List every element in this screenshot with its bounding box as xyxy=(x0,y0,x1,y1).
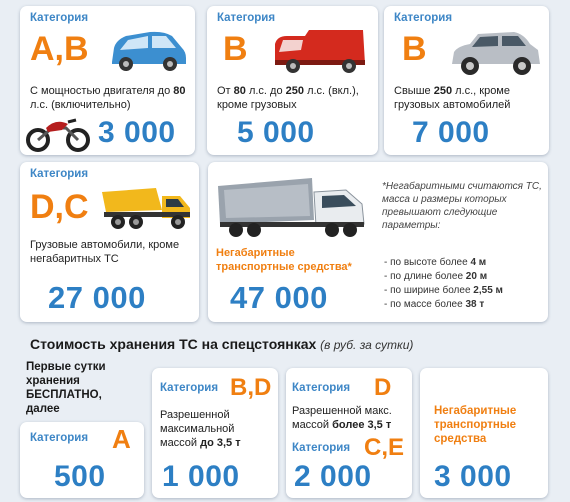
category-letters: B xyxy=(223,30,248,68)
dump-truck-icon xyxy=(98,180,196,232)
storage-card-a xyxy=(20,422,144,498)
category-letters-bottom: C,E xyxy=(364,434,405,461)
price: 5 000 xyxy=(237,116,315,149)
motorcycle-icon xyxy=(26,114,90,152)
category-label: Категория xyxy=(30,168,89,180)
category-letters-top: D xyxy=(374,374,392,401)
semi-truck-icon xyxy=(214,168,370,242)
price: 27 000 xyxy=(48,280,146,315)
oversized-title: Негабаритные транспортные средства xyxy=(434,405,517,445)
card-oversized xyxy=(208,162,548,322)
card-category-b-high xyxy=(384,6,549,155)
category-letters: D,C xyxy=(30,188,89,226)
category-description: Свыше 250 л.с., кроме грузовых автомобилей xyxy=(394,85,511,111)
minivan-icon xyxy=(106,26,190,76)
oversized-title: Негабаритные транспортные средства* xyxy=(216,247,352,273)
price: 2 000 xyxy=(294,460,372,493)
price: 7 000 xyxy=(412,116,490,149)
category-label: Категория xyxy=(160,382,219,394)
price: 3 000 xyxy=(434,460,512,493)
free-first-day-text: Первые сутки хранения БЕСПЛАТНО, далее xyxy=(26,361,106,415)
note-item-length: - по длине более 20 м xyxy=(384,271,488,282)
price: 3 000 xyxy=(98,116,176,149)
category-letters: B xyxy=(402,30,427,68)
storage-heading: Стоимость хранения ТС на спецстоянках (в руб. за сутки) xyxy=(30,336,414,352)
card-category-dc xyxy=(20,162,199,322)
category-label: Категория xyxy=(292,382,351,394)
storage-card-oversized xyxy=(420,368,548,498)
card-category-ab xyxy=(20,6,195,155)
note-item-height: - по высоте более 4 м xyxy=(384,257,487,268)
category-label: Категория xyxy=(30,432,89,444)
category-description: Грузовые автомобили, кроме негабаритных ТС xyxy=(30,239,180,265)
category-letters: A xyxy=(112,424,131,454)
storage-card-bd xyxy=(152,368,278,498)
category-description: От 80 л.с. до 250 л.с. (вкл.), кроме грузовых xyxy=(217,85,359,111)
category-label: Категория xyxy=(30,12,89,24)
category-description: С мощностью двигателя до 80 л.с. (включительно) xyxy=(30,85,186,111)
storage-card-dce xyxy=(286,368,412,498)
price: 500 xyxy=(54,460,106,493)
category-label: Категория xyxy=(217,12,276,24)
card-category-b-mid xyxy=(207,6,378,155)
price: 47 000 xyxy=(230,280,328,315)
oversized-note: *Негабаритными считаются ТС, масса и размеры которых превышают следующие параметры: xyxy=(382,181,542,231)
category-label: Категория xyxy=(292,442,351,454)
category-label: Категория xyxy=(394,12,453,24)
category-description: Разрешенной максимальной массой до 3,5 т xyxy=(160,409,241,449)
category-letters: B,D xyxy=(230,374,272,401)
note-item-mass: - по массе более 38 т xyxy=(384,299,485,310)
note-item-width: - по ширине более 2,55 м xyxy=(384,285,503,296)
suv-icon xyxy=(448,26,544,80)
category-letters: A,B xyxy=(30,30,89,68)
red-van-icon xyxy=(271,24,371,78)
price: 1 000 xyxy=(162,460,240,493)
category-description: Разрешенной макс. массой более 3,5 т xyxy=(292,405,392,431)
